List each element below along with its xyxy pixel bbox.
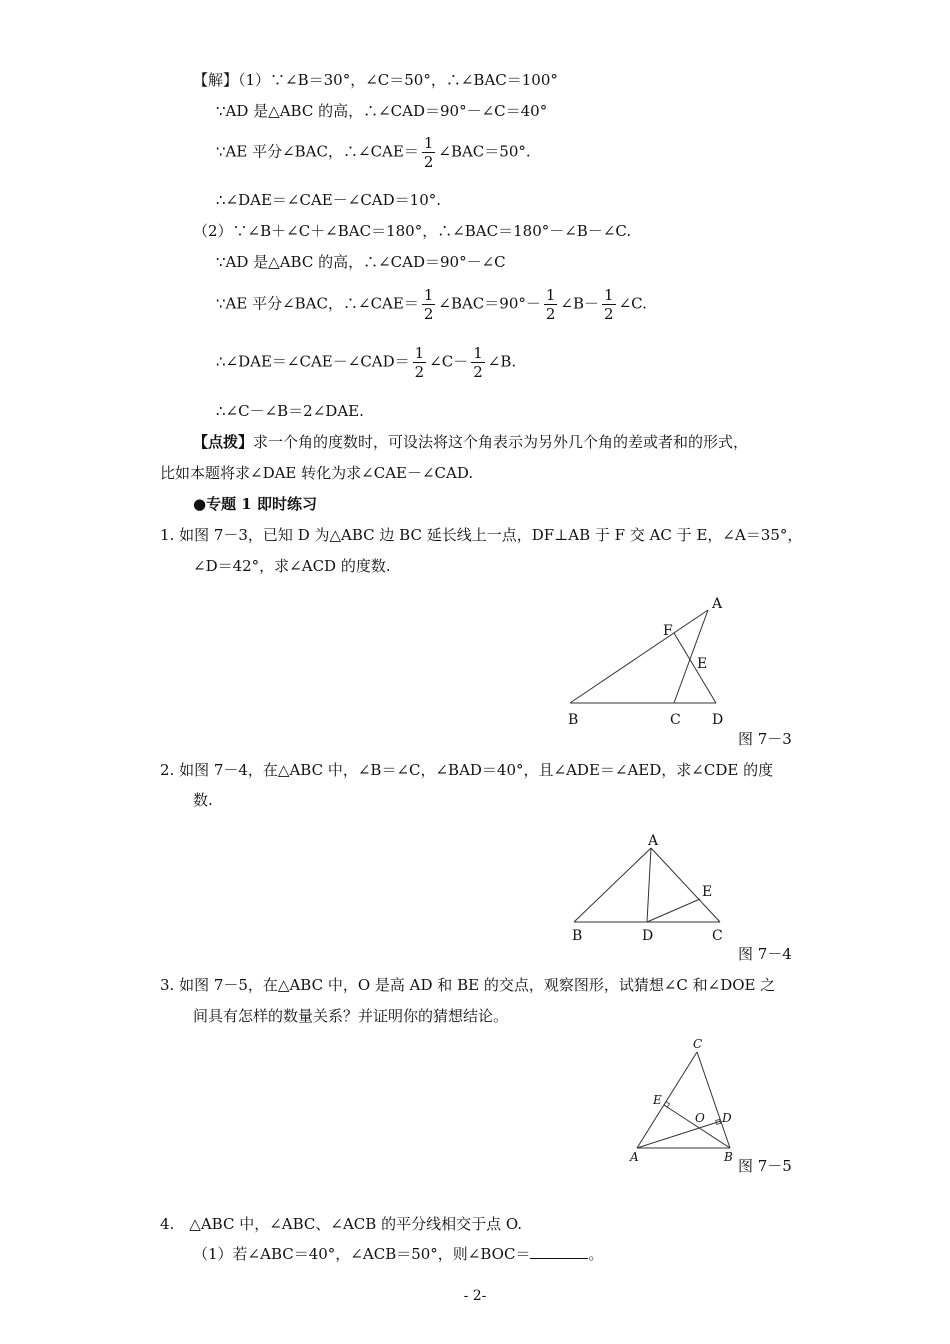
solution-line-8: ∴∠DAE＝∠CAE－∠CAD＝ $\frac{1}{2}$ ∠C－ $\frac{1}{2}$ ∠B. xyxy=(216,344,517,381)
label-C: C xyxy=(670,712,681,728)
figure-7-3 xyxy=(560,590,740,740)
label-O: O xyxy=(695,1111,705,1125)
label-A: A xyxy=(630,1150,639,1164)
solution-line-9: ∴∠C－∠B＝2∠DAE. xyxy=(216,402,364,420)
problem-4-line-2: （1）若∠ABC＝40°，∠ACB＝50°，则∠BOC＝ 。 xyxy=(193,1245,604,1263)
solution-line-2: ∵AD 是△ABC 的高，∴∠CAD＝90°－∠C＝40° xyxy=(216,102,548,120)
problem-4-line-1: 4. △ABC 中，∠ABC、∠ACB 的平分线相交于点 O. xyxy=(160,1215,523,1233)
tip-line-2: 比如本题将求∠DAE 转化为求∠CAE－∠CAD. xyxy=(160,464,474,482)
label-A: A xyxy=(712,596,723,612)
solution-line-1: 【解】（1）∵∠B＝30°，∠C＝50°，∴∠BAC＝100° xyxy=(193,71,558,89)
segment-BA xyxy=(570,610,708,703)
solution-line-6: ∵AD 是△ABC 的高，∴∠CAD＝90°－∠C xyxy=(216,253,506,271)
label-E: E xyxy=(702,884,713,900)
label-C: C xyxy=(712,928,723,944)
problem-1-line-2: ∠D＝42°，求∠ACD 的度数. xyxy=(193,557,391,575)
figure-7-5-caption: 图 7－5 xyxy=(738,1157,792,1175)
fraction: $\frac{1}{2}$ xyxy=(473,344,483,381)
label-B: B xyxy=(572,928,583,944)
figure-7-4-caption: 图 7－4 xyxy=(738,945,792,963)
label-C: C xyxy=(693,1037,703,1051)
problem-3-line-2: 间具有怎样的数量关系？并证明你的猜想结论。 xyxy=(193,1007,509,1025)
label-A: A xyxy=(648,833,659,849)
segment-AB xyxy=(574,848,651,922)
section-title: ●专题 1 即时练习 xyxy=(193,495,317,513)
label-E: E xyxy=(653,1093,662,1107)
segment-AD xyxy=(647,848,651,922)
figure-7-4 xyxy=(560,828,740,953)
solution-line-4: ∴∠DAE＝∠CAE－∠CAD＝10°. xyxy=(216,191,442,209)
label-E: E xyxy=(697,656,708,672)
problem-3-line-1: 3. 如图 7－5，在△ABC 中，O 是高 AD 和 BE 的交点，观察图形，试猜想∠C 和∠DOE 之 xyxy=(160,976,776,994)
fraction: $\frac{1}{2}$ xyxy=(545,286,556,323)
problem-1-line-1: 1. 如图 7－3，已知 D 为△ABC 边 BC 延长线上一点，DF⊥AB 于 F 交 AC 于 E，∠A＝35°， xyxy=(160,526,803,544)
solution-line-3: ∵AE 平分∠BAC，∴∠CAE＝ $\frac{1}{2}$ ∠BAC＝50°. xyxy=(216,134,531,171)
tip-label: 【点拨】 xyxy=(193,433,254,451)
segment-DE xyxy=(647,899,700,922)
solution-line-7: ∵AE 平分∠BAC，∴∠CAE＝ $\frac{1}{2}$ ∠BAC＝90°－ $\frac{1}{2}$ ∠B－ $\frac{1}{2}$ ∠C. xyxy=(216,286,647,323)
label-F: F xyxy=(663,623,673,639)
right-angle-E xyxy=(664,1102,670,1108)
label-B: B xyxy=(568,712,579,728)
label-D: D xyxy=(722,1111,732,1125)
page-number: - 2- xyxy=(463,1288,487,1304)
figure-7-3-caption: 图 7－3 xyxy=(738,730,792,748)
problem-2-line-2: 数. xyxy=(193,791,213,809)
fraction: $\frac{1}{2}$ xyxy=(604,286,614,323)
label-D: D xyxy=(712,712,724,728)
figure-7-5 xyxy=(620,1035,740,1170)
segment-AC xyxy=(637,1052,697,1148)
segment-BC xyxy=(697,1052,730,1148)
fraction: $\frac{1}{2}$ xyxy=(423,134,434,171)
answer-blank[interactable] xyxy=(530,1244,588,1259)
label-B: B xyxy=(724,1150,733,1164)
solution-line-5: （2）∵∠B＋∠C＋∠BAC＝180°，∴∠BAC＝180°－∠B－∠C. xyxy=(193,222,632,240)
tip-line-1: 【点拨】求一个角的度数时，可设法将这个角表示为另外几个角的差或者和的形式， xyxy=(193,433,749,451)
segment-DF xyxy=(674,633,716,703)
fraction: $\frac{1}{2}$ xyxy=(423,286,434,323)
fraction: $\frac{1}{2}$ xyxy=(414,344,425,381)
problem-2-line-1: 2. 如图 7－4，在△ABC 中，∠B＝∠C，∠BAD＝40°，且∠ADE＝∠AED，求∠CDE 的度 xyxy=(160,761,774,779)
label-D: D xyxy=(642,928,654,944)
